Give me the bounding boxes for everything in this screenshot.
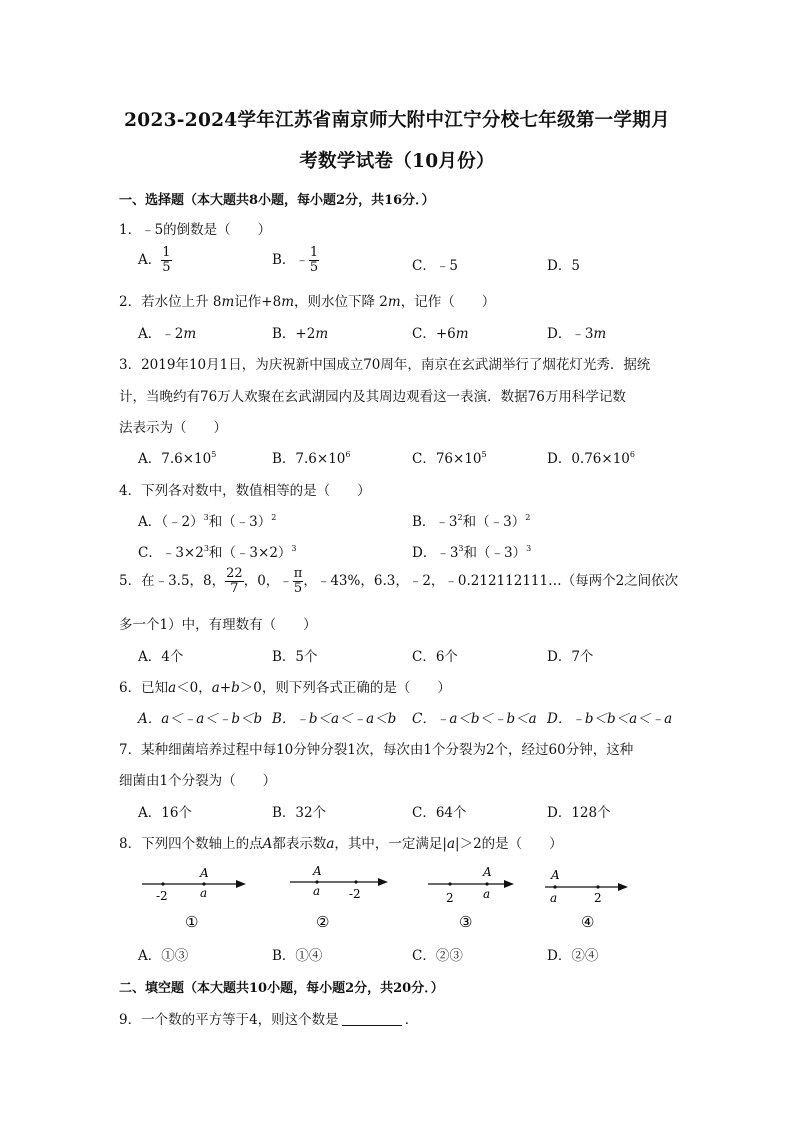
question-3-line1: 3．2019年10月1日，为庆祝新中国成立70周年，南京在玄武湖举行了烟花灯光秀．据统 xyxy=(119,357,651,373)
q4-option-a: A．（﹣2）$^3$和（﹣3）$^2$ xyxy=(138,513,277,530)
question-4-stem: 4．下列各对数中，数值相等的是（ ） xyxy=(119,483,371,499)
question-1-stem: 1．﹣5的倒数是（ ） xyxy=(119,222,272,238)
tick-label: -2 xyxy=(156,889,168,903)
q3-option-d: D．$0.76\times 10^6$ xyxy=(547,450,635,467)
tick-label: -2 xyxy=(349,887,361,901)
question-7-line2: 细菌由1个分裂为（ ） xyxy=(119,773,277,789)
question-6-stem: 6．已知a＜0，a+b＞0，则下列各式正确的是（ ） xyxy=(119,680,451,696)
number-line-2 xyxy=(290,864,388,931)
tick-point xyxy=(596,885,599,888)
q2-option-b: B．+2m xyxy=(272,326,329,342)
tick-label: 2 xyxy=(594,891,602,905)
tick-label: 2 xyxy=(446,891,454,905)
axis-arrow-icon xyxy=(618,883,628,891)
q3-option-a: A．$7.6\times 10^5$ xyxy=(138,450,217,467)
point-label: A xyxy=(483,865,492,879)
value-label: a xyxy=(200,886,208,900)
point-label: A xyxy=(551,868,560,882)
section-heading-fill: 二、填空题（本大题共10小题，每小题2分，共20分．） xyxy=(119,981,444,996)
q7-option-b: B．32个 xyxy=(272,805,327,821)
point-label: A xyxy=(200,866,209,880)
axis-arrow-icon xyxy=(236,880,246,888)
q8-option-b: B．①④ xyxy=(272,948,323,964)
question-3-line3: 法表示为（ ） xyxy=(119,420,227,436)
exam-title-line1: 2023-2024学年江苏省南京师大附中江宁分校七年级第一学期月 xyxy=(124,110,670,131)
fraction: $\frac{1}{5}$ xyxy=(309,245,319,275)
tick-point xyxy=(161,882,164,885)
question-5-line2: 多一个1）中，有理数有（ ） xyxy=(119,617,317,633)
number-line-1 xyxy=(142,866,246,931)
number-line-figures xyxy=(0,860,794,950)
q4-option-c: C．$﹣3\times 2^3$和（﹣3×2）$^3$ xyxy=(138,544,297,561)
point-a xyxy=(553,885,556,888)
q1-option-a: A． $\frac{1}{5}$ xyxy=(138,245,171,275)
value-label: a xyxy=(313,884,321,898)
fraction: $\frac{1}{5}$ xyxy=(162,245,171,275)
axis-arrow-icon xyxy=(504,880,514,888)
axis-arrow-icon xyxy=(378,878,388,886)
question-5-line1: 5．在﹣3.5，8， $\frac{22}{7}$ ，0，﹣ $\frac{\pi}{5}$ ，﹣43%，6.3，﹣2，﹣0.212112111…（每两个2之间依次 xyxy=(119,566,679,596)
q5-option-d: D．7个 xyxy=(547,649,594,665)
q8-option-a: A．①③ xyxy=(138,948,189,964)
figure-caption: ① xyxy=(185,913,199,931)
q6-option-b: B．﹣b＜a＜﹣a＜b xyxy=(272,711,397,727)
q6-option-c: C．﹣a＜b＜﹣b＜a xyxy=(412,711,537,727)
figure-caption: ② xyxy=(316,913,330,931)
q5-option-b: B．5个 xyxy=(272,649,318,665)
q7-option-a: A．16个 xyxy=(138,805,192,821)
point-label: A xyxy=(313,864,322,878)
tick-point xyxy=(448,882,451,885)
q2-option-c: C．+6m xyxy=(412,326,469,342)
answer-blank[interactable] xyxy=(342,1025,402,1026)
question-2-stem: 2．若水位上升 8m记作+8m，则水位下降 2m，记作（ ） xyxy=(119,294,496,310)
q3-option-b: B．$7.6\times 10^6$ xyxy=(272,450,351,467)
fraction: $\frac{22}{7}$ xyxy=(226,566,243,596)
fraction: $\frac{\pi}{5}$ xyxy=(293,566,303,596)
q5-option-a: A．4个 xyxy=(138,649,184,665)
question-7-line1: 7．某种细菌培养过程中每10分钟分裂1次，每次由1个分裂为2个，经过60分钟，这种 xyxy=(119,742,634,758)
q8-option-d: D．②④ xyxy=(547,948,599,964)
exam-title-line2: 考数学试卷（10月份） xyxy=(299,151,495,172)
point-a xyxy=(485,882,488,885)
q2-option-a: A．﹣2m xyxy=(138,326,197,342)
question-9-stem: 9．一个数的平方等于4，则这个数是 ． xyxy=(119,1012,419,1028)
tick-point xyxy=(354,880,357,883)
q5-option-c: C．6个 xyxy=(412,649,458,665)
q1-option-d: D．5 xyxy=(547,258,580,274)
q7-option-c: C．64个 xyxy=(412,805,467,821)
question-3-line2: 计，当晚约有76万人欢聚在玄武湖园内及其周边观看这一表演．数据76万用科学记数 xyxy=(119,389,626,405)
value-label: a xyxy=(483,887,491,901)
q6-option-d: D．﹣b＜b＜a＜﹣a xyxy=(547,711,673,727)
q1-option-c: C．﹣5 xyxy=(412,258,458,274)
q2-option-d: D．﹣3m xyxy=(547,326,607,342)
q6-option-a: A．a＜﹣a＜﹣b＜b xyxy=(138,711,263,727)
figure-caption: ④ xyxy=(581,913,595,931)
value-label: a xyxy=(550,891,558,905)
section-heading-choice: 一、选择题（本大题共8小题，每小题2分，共16分．） xyxy=(119,193,435,208)
number-line-3 xyxy=(428,865,514,931)
figure-caption: ③ xyxy=(459,913,473,931)
q4-option-b: B．$﹣3^2$和（﹣3）$^2$ xyxy=(412,513,531,530)
q7-option-d: D．128个 xyxy=(547,805,611,821)
question-8-stem: 8．下列四个数轴上的点A都表示数a，其中，一定满足|a|＞2的是（ ） xyxy=(119,836,563,852)
q8-option-c: C．②③ xyxy=(412,948,463,964)
q3-option-c: C．$76\times 10^5$ xyxy=(412,450,487,467)
q4-option-d: D．$﹣3^3$和（﹣3）$^3$ xyxy=(412,544,532,561)
number-line-4 xyxy=(545,868,628,931)
q1-option-b: B．﹣ $\frac{1}{5}$ xyxy=(272,245,319,275)
